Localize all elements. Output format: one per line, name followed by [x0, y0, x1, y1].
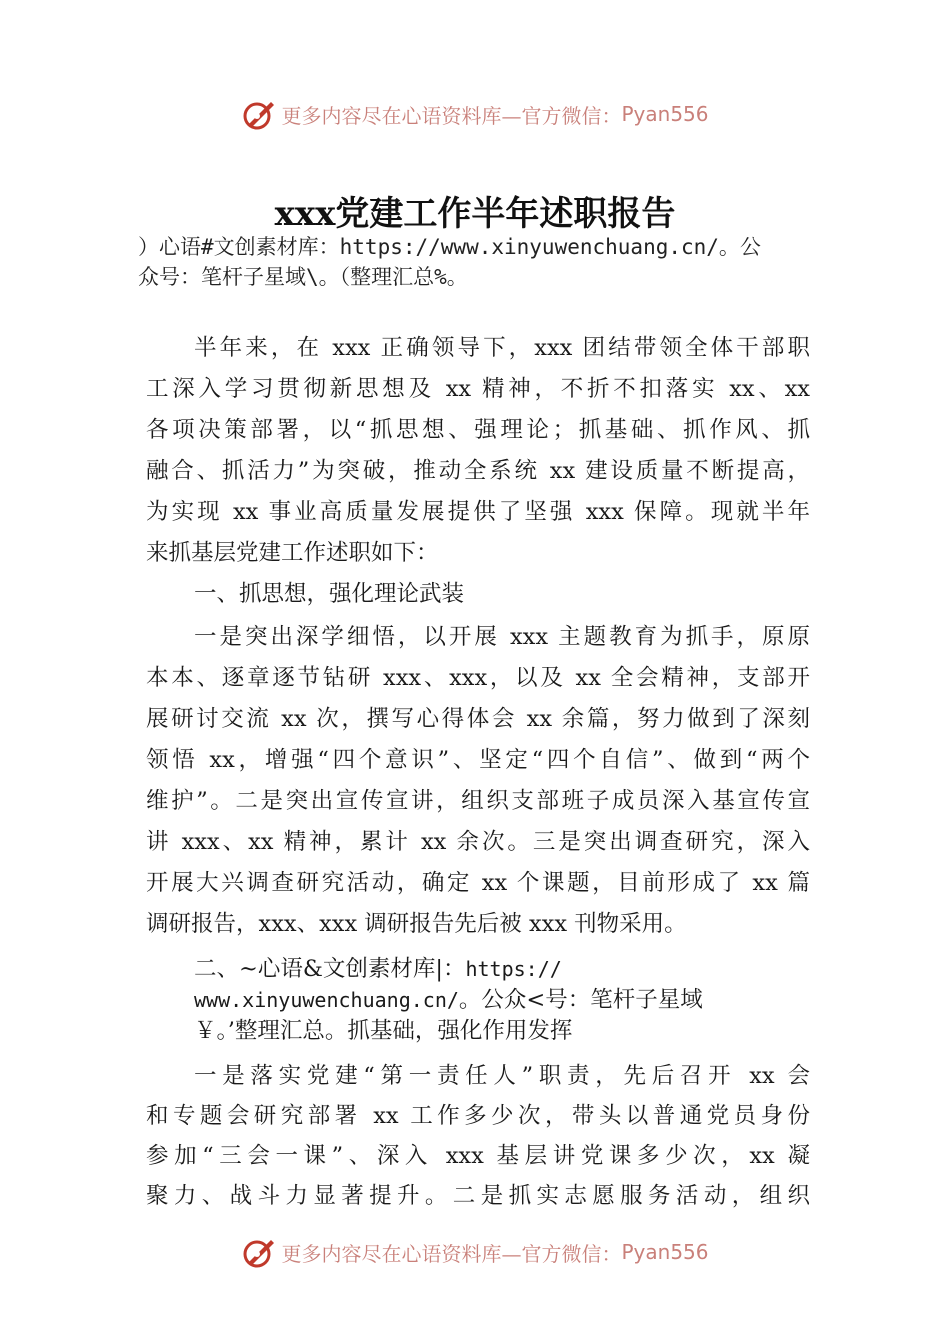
text-line: 半年来，在 xxx 正确领导下，xxx 团结带领全体干部职 — [194, 335, 810, 361]
paragraph-intro — [146, 328, 810, 615]
pen-logo-icon — [241, 96, 277, 132]
footer-banner-handle: Pyan556 — [621, 1240, 709, 1264]
text-line: 讲 xxx、xx 精神，累计 xx 余次。三是突出调查研究，深入 — [146, 829, 810, 855]
paragraph-section-2 — [146, 1056, 810, 1216]
text-line: 聚力、战斗力显著提升。二是抓实志愿服务活动，组织 — [146, 1183, 810, 1209]
text-line: 和专题会研究部署 xx 工作多少次，带头以普通党员身份 — [146, 1103, 810, 1129]
text-line: 来抓基层党建工作述职如下： — [146, 540, 439, 566]
text-line: 融合、抓活力”为突破，推动全系统 xx 建设质量不断提高， — [146, 458, 810, 484]
text-line: 领悟 xx，增强“四个意识”、坚定“四个自信”、做到“两个 — [146, 747, 810, 773]
watermark-line-2: 众号：笔杆子星域\。（整理汇总%。 — [138, 265, 468, 289]
text-line: 调研报告，xxx、xxx 调研报告先后被 xxx 刊物采用。 — [146, 911, 687, 937]
text-line: 各项决策部署，以“抓思想、强理论；抓基础、抓作风、抓 — [146, 417, 810, 443]
section-heading-1: 一、抓思想，强化理论武装 — [194, 581, 465, 607]
text-line: 展研讨交流 xx 次，撰写心得体会 xx 余篇，努力做到了深刻 — [146, 706, 810, 732]
text-line: 为实现 xx 事业高质量发展提供了坚强 xxx 保障。现就半年 — [146, 499, 810, 525]
section-heading-2 — [146, 954, 810, 1047]
document-title: xxx党建工作半年述职报告 — [274, 194, 676, 234]
text-line: 本本、逐章逐节钻研 xxx、xxx，以及 xx 全会精神，支部开 — [146, 665, 810, 691]
header-banner-handle: Pyan556 — [621, 102, 709, 126]
header-banner-text: 更多内容尽在心语资料库—官方微信： — [281, 103, 622, 128]
watermark-line-1: ）心语#文创素材库：https://www.xinyuwenchuang.cn/。公 — [138, 235, 761, 259]
paragraph-section-1 — [146, 617, 810, 945]
text-line: 工深入学习贯彻新思想及 xx 精神，不折不扣落实 xx、xx — [146, 376, 810, 402]
text-line: 参加“三会一课”、深入 xxx 基层讲党课多少次，xx 凝 — [146, 1143, 810, 1169]
text-line: 一是落实党建“第一责任人”职责，先后召开 xx 会 — [194, 1063, 810, 1089]
text-line: 维护”。二是突出宣传宣讲，组织支部班子成员深入基宣传宣 — [146, 788, 810, 814]
text-line: 开展大兴调查研究活动，确定 xx 个课题，目前形成了 xx 篇 — [146, 870, 810, 896]
heading2-line1-text: 二、~心语&文创素材库|： — [194, 956, 466, 982]
pen-logo-icon — [241, 1234, 277, 1270]
footer-banner-text: 更多内容尽在心语资料库—官方微信： — [281, 1241, 622, 1266]
footer-banner — [0, 1232, 950, 1272]
text-line: 一是突出深学细悟，以开展 xxx 主题教育为抓手，原原 — [194, 624, 810, 650]
heading2-line2-url: www.xinyuwenchuang.cn/ — [194, 988, 459, 1012]
heading2-line1-url: https:// — [465, 957, 562, 981]
heading2-line2-text: 。公众<号：笔杆子星域 — [458, 987, 703, 1013]
heading2-line3: ￥。’整理汇总。抓基础，强化作用发挥 — [194, 1018, 573, 1044]
header-banner — [0, 94, 950, 134]
watermark-top — [138, 232, 818, 292]
